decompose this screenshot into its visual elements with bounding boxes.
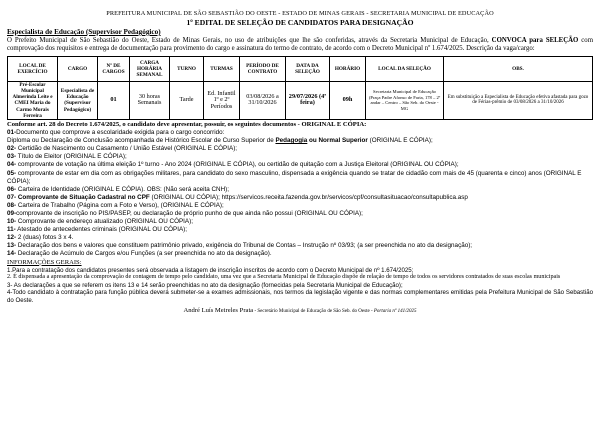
col-horario: HORÁRIO [330, 56, 366, 81]
info-title: INFORMAÇÕES GERAIS: [7, 258, 82, 266]
signer-name: André Luís Meireles Prata [183, 306, 254, 314]
doc-text: Diploma ou Declaração de Conclusão acompanhada de Histórico Escolar de Curso Superior de [7, 137, 276, 145]
doc-text: comprovante de votação na última eleição 1º turno - Ano 2024 (ORIGINAL E CÓPIA), ou certidão de quitação com a Justiça Eleitoral (ORIGINAL OU CÓPIA); [16, 161, 459, 169]
table-header-row [8, 56, 593, 81]
doc-number: 03- [7, 153, 17, 161]
cell-turmas: Ed. Infantil 1º e 2º Períodos [204, 81, 240, 119]
doc-item [7, 218, 593, 226]
doc-item [7, 226, 593, 234]
col-turno: TURNO [170, 56, 204, 81]
doc-text: Certidão de Nascimento ou Casamento / União Estável (ORIGINAL E CÓPIA); [16, 145, 238, 153]
doc-text-end: (ORIGINAL E CÓPIA); [367, 137, 433, 145]
table-row [8, 81, 593, 119]
doc-text: Atestado de antecedentes criminais (ORIGINAL OU CÓPIA); [15, 226, 188, 234]
col-n-cargos: Nº DE CARGOS [98, 56, 130, 81]
info-item: 1.Para a contratação dos candidatos presentes será observada a listagem de inscrição inscritos de acordo com o Decreto Municipal de nº 1.674/2025; [7, 266, 414, 274]
intro-convoca: CONVOCA para SELEÇÃO [491, 37, 579, 44]
cell-turno: Tarde [170, 81, 204, 119]
doc-number: 06- [7, 185, 17, 193]
doc-number: 11- [7, 226, 16, 234]
doc-text: Comprovante de endereço atualizado (ORIGINAL OU CÓPIA); [16, 218, 193, 226]
edital-page [7, 0, 593, 316]
doc-number: 12- [7, 234, 17, 242]
cell-horario: 09h [330, 81, 366, 119]
doc-item [7, 242, 593, 250]
doc-number: 07- [7, 193, 17, 201]
doc-normal-superior: ou Normal Superior [307, 137, 368, 145]
doc-number: 01- [7, 129, 17, 137]
doc-item [7, 194, 593, 202]
cell-carga: 30 horas Semanais [130, 81, 170, 119]
cell-obs: Em substituição a Especialista de Educação efetiva afastada para gozo de Férias-prêmio de 03/08/2026 a 31/10/2026 [444, 81, 593, 119]
cell-n-cargos: 01 [98, 81, 130, 119]
edital-title: 1º EDITAL DE SELEÇÃO DE CANDIDATOS PARA DESIGNAÇÃO [186, 18, 414, 27]
vacancy-table [7, 56, 593, 120]
col-carga: CARGA HORÁRIA SEMANAL [130, 56, 170, 81]
doc-item [7, 250, 593, 258]
info-item: 2. É dispensada a apresentação da comprovação de contagem de tempo pelo candidato, uma vez que a Secretaria Municipal de Educação dispõe de relação de tempo de todos os servidores contratados de suas escolas municipais [7, 274, 561, 281]
intro-text-3: com comprovação dos requisitos e entrega de documentação para provimento do cargo e assinatura do termo de contrato, de acordo com o Decreto Municipal nº 1.674/2025. Descrição da vaga/cargo: [7, 37, 593, 53]
doc-number: 08- [7, 201, 17, 209]
cell-cargo: Especialista de Educação (Supervisor Pedagógico) [58, 81, 98, 119]
cell-data: 29/07/2026 (4ª feira) [286, 81, 330, 119]
signer-role: - Secretário Municipal de Educação de São Seb. do Oeste [253, 308, 370, 314]
doc-text: Comprovante de Situação Cadastral no CPF [16, 193, 150, 201]
signer-portaria: - Portaria nº 141/2025 [369, 308, 417, 314]
section-title: Especialista de Educação (Supervisor Pedagógico) [7, 28, 161, 36]
col-periodo: PERÍODO DE CONTRATO [240, 56, 286, 81]
doc-number: 02- [7, 145, 17, 153]
doc-text: comprovante de estar em dia com as obrigações militares, para candidato do sexo masculino, dispensada a exigência quando se tratar de cidadão com mais de 45 (quarenta e cinco) anos (ORIGINAL E CÓPIA); [7, 169, 582, 185]
doc-number: 10- [7, 218, 17, 226]
doc-pedagogia: Pedagogia [275, 137, 308, 145]
cell-periodo: 03/08/2026 a 31/10/2026 [240, 81, 286, 119]
doc-text: Declaração de Acúmulo de Cargos e/ou Funções (a ser preenchida no ato da designação). [16, 250, 272, 258]
doc-text: comprovante de inscrição no PIS/PASEP, ou declaração de próprio punho de que ainda não possui (ORIGINAL OU CÓPIA); [16, 209, 363, 217]
cell-local: Pré-Escolar Municipal Almerinda Leite e CMEI Maria do Carmo Morais Ferreira [8, 81, 58, 119]
col-local-selecao: LOCAL DA SELEÇÃO [366, 56, 444, 81]
doc-item [7, 161, 593, 169]
doc-item [7, 202, 593, 210]
institution-header: PREFEITURA MUNICIPAL DE SÃO SEBASTIÃO DO OESTE - ESTADO DE MINAS GERAIS - SECRETARIA MUNICIPAL DE EDUCAÇÃO [106, 10, 494, 17]
doc-text: Carteira de Identidade (ORIGINAL E CÓPIA). OBS: (Não será aceita CNH); [16, 185, 229, 193]
signature-line [7, 306, 593, 316]
doc-item [7, 170, 593, 186]
col-obs: OBS. [444, 56, 593, 81]
cell-local-selecao: Secretaria Municipal de Educação (Praça Padre Afonso de Faria, 178 – 2º andar – Centro – São Seb. do Oeste - MG [366, 81, 444, 119]
doc-number: 09- [7, 209, 17, 217]
doc-text: Documento que comprove a escolaridade exigida para o cargo concorrido: [16, 129, 225, 137]
info-list [7, 267, 593, 305]
doc-item [7, 234, 593, 242]
info-item: 3- As declarações a que se referem os itens 13 e 14 serão preenchidas no ato da designação (fornecidas pela Secretaria Municipal de Educação); [7, 281, 403, 289]
doc-text: Título de Eleitor (ORIGINAL E CÓPIA); [16, 153, 127, 161]
doc-number: 13- [7, 242, 17, 250]
doc-item [7, 129, 593, 137]
intro-paragraph [7, 37, 593, 54]
info-item: 4-Todo candidato à contratação para função pública deverá submeter-se a exames admissionais, nos termos da legislação vigente e das normas complementares emitidas pela Prefeitura Municipal de São Sebastião do Oeste. [7, 289, 593, 304]
doc-item [7, 186, 593, 194]
doc-cpf-link[interactable]: (ORIGINAL OU CÓPIA); https://servicos.receita.fazenda.gov.br/servicos/cpf/consultasituacao/consultapublica.asp [149, 193, 468, 201]
doc-item [7, 210, 593, 218]
col-cargo: CARGO [58, 56, 98, 81]
doc-item [7, 137, 593, 145]
intro-text-1: O Prefeito Municipal de São Sebastião do Oeste, Estado de Minas Gerais, no uso de atribuições que lhe são conferidas, através da Secretaria Municipal de Educação, [7, 37, 492, 44]
doc-number: 14- [7, 250, 17, 258]
col-local: LOCAL DE EXERCÍCIO [8, 56, 58, 81]
doc-text: 2 (duas) fotos 3 x 4. [16, 234, 74, 242]
doc-number: 05- [7, 169, 17, 177]
col-turmas: TURMAS [204, 56, 240, 81]
docs-heading: Conforme art. 28 do Decreto 1.674/2025, o candidato deve apresentar, possuir, os seguintes documentos - ORIGINAL E CÓPIA: [7, 121, 367, 129]
doc-text: Carteira de Trabalho (Página com a Foto e Verso), (ORIGINAL E CÓPIA); [16, 201, 224, 209]
col-data: DATA DA SELEÇÃO [286, 56, 330, 81]
docs-list [7, 129, 593, 259]
doc-number: 04- [7, 161, 17, 169]
doc-text: Declaração dos bens e valores que constituem patrimônio privado, exigência do Tribunal de Contas – Instrução nº 03/93; (a ser preenchida no ato da designação); [16, 242, 473, 250]
